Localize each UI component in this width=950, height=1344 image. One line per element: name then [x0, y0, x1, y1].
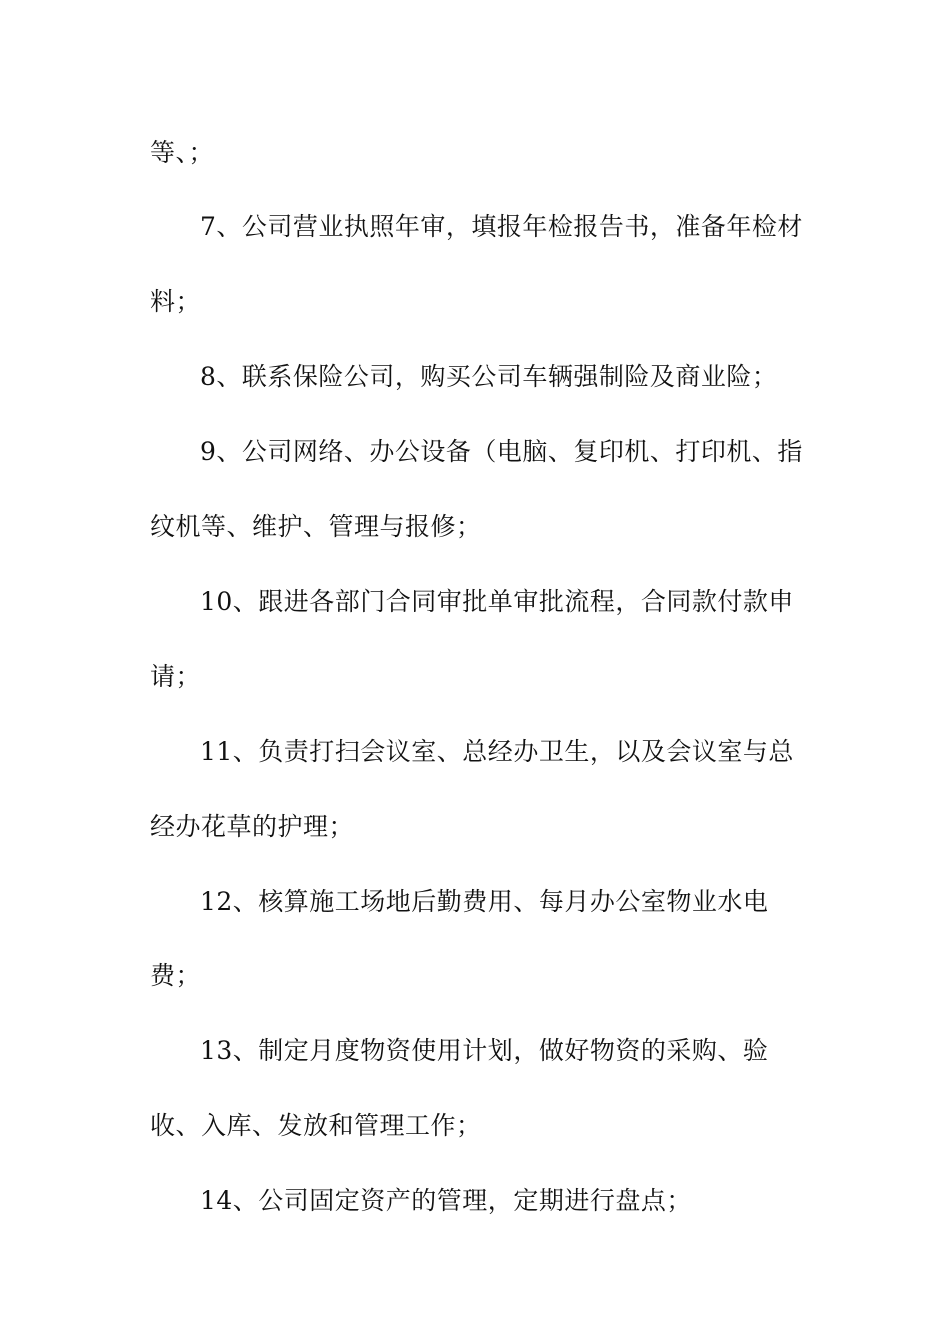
- text-line: 9、公司网络、办公设备（电脑、复印机、打印机、指: [200, 437, 803, 466]
- text-line: 7、公司营业执照年审，填报年检报告书，准备年检材: [200, 212, 803, 241]
- text-line: 经办花草的护理；: [150, 812, 355, 841]
- text-line: 13、制定月度物资使用计划，做好物资的采购、验: [200, 1036, 769, 1065]
- text-line: 等、；: [150, 138, 215, 167]
- text-line: 11、负责打扫会议室、总经办卫生，以及会议室与总: [200, 737, 794, 766]
- text-line: 费；: [150, 961, 202, 990]
- text-line: 14、公司固定资产的管理，定期进行盘点；: [200, 1186, 692, 1215]
- text-line: 10、跟进各部门合同审批单审批流程，合同款付款申: [200, 587, 794, 616]
- text-line: 请；: [150, 662, 202, 691]
- text-line: 料；: [150, 287, 202, 316]
- text-line: 8、联系保险公司，购买公司车辆强制险及商业险；: [200, 362, 778, 391]
- text-line: 纹机等、维护、管理与报修；: [150, 512, 482, 541]
- text-line: 收、入库、发放和管理工作；: [150, 1111, 482, 1140]
- text-line: 12、核算施工场地后勤费用、每月办公室物业水电: [200, 887, 769, 916]
